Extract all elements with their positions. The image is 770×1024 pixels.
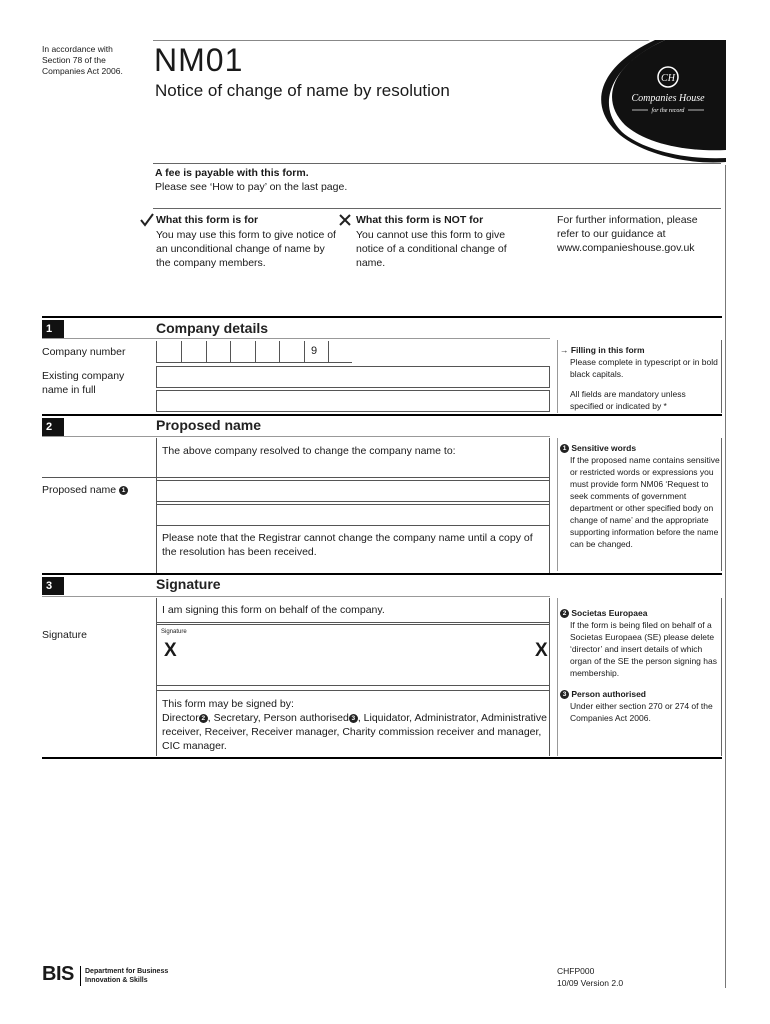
not-for-text: You cannot use this form to give notice of a conditional change of name.	[356, 229, 507, 269]
proposed-name-field-2[interactable]	[156, 504, 550, 526]
what-for-title: What this form is for	[156, 214, 259, 226]
person-authorised-text: Under either section 270 or 274 of the Companies Act 2006.	[570, 701, 713, 723]
company-number-digit-7: 9	[311, 345, 318, 357]
signed-by-list: Director 2 , Secretary, Person authorised 3 , Liquidator, Administrator, Administrative receiver, Receiver, Receiver manager, Charity commission receiver and manager, CIC manager.	[162, 712, 547, 752]
logo-tagline: for the record	[651, 108, 685, 114]
form-code: NM01	[154, 42, 244, 78]
sign-mark-right: X	[535, 640, 548, 661]
company-number-field[interactable]	[156, 341, 352, 363]
not-for-title: What this form is NOT for	[356, 214, 484, 226]
note-3-icon: 3	[349, 714, 358, 723]
person-authorised-title: 3 Person authorised	[560, 688, 646, 700]
signature-caption: Signature	[161, 629, 187, 635]
section1-sub-rule	[42, 338, 550, 339]
section3-title: Signature	[156, 576, 221, 592]
form-code-footer: CHFP000	[557, 966, 595, 976]
societas-title: 2 Societas Europaea	[560, 607, 647, 619]
section3-rule	[42, 573, 722, 575]
section2-divider	[42, 477, 550, 478]
registrar-note: Please note that the Registrar cannot change the company name until a copy of the resolution has been received.	[162, 532, 533, 558]
companies-house-logo	[560, 40, 726, 165]
section3-sub-rule	[42, 596, 550, 597]
section3-divider	[156, 622, 550, 623]
section2-rule	[42, 414, 722, 416]
right-rule	[725, 40, 726, 988]
bis-divider	[80, 966, 81, 986]
section1-help-text: Please complete in typescript or in bold black capitals.	[570, 357, 718, 379]
form-title: Notice of change of name by resolution	[155, 81, 450, 100]
sensitive-words-text: If the proposed name contains sensitive or restricted words or expressions you must provide form NM06 ‘Request to seek comments of government department or other specified body on change of name’ and the appropriate supporting information before the name can be changed.	[570, 455, 720, 549]
section1-rule	[42, 316, 722, 318]
note-2-help-icon: 2	[560, 609, 569, 618]
proposed-name-label: Proposed name 1	[42, 483, 128, 497]
existing-name-field-1[interactable]	[156, 366, 550, 388]
section1-help-text2: All fields are mandatory unless specified or indicated by *	[570, 389, 686, 411]
form-version: 10/09 Version 2.0	[557, 978, 624, 988]
section3-number: 3	[42, 577, 64, 595]
section3-end-rule	[42, 757, 722, 759]
section1-help-title: → Filling in this form	[560, 345, 645, 355]
note-1-icon: 1	[119, 486, 128, 495]
what-for-text: You may use this form to give notice of an unconditional change of name by the company members.	[156, 229, 336, 269]
fee-rule	[153, 163, 721, 164]
logo-name: Companies House	[631, 93, 705, 104]
section1-title: Company details	[156, 320, 269, 336]
company-number-label: Company number	[42, 346, 126, 358]
logo-monogram: CH	[661, 73, 675, 84]
check-icon	[140, 213, 154, 227]
fee-text: Please see ‘How to pay’ on the last page.	[155, 181, 348, 193]
note-2-icon: 2	[199, 714, 208, 723]
section3-divider-2	[156, 690, 550, 691]
section2-number: 2	[42, 418, 64, 436]
note-3-help-icon: 3	[560, 690, 569, 699]
signed-by-title: This form may be signed by:	[162, 698, 294, 710]
fee-title: A fee is payable with this form.	[155, 167, 309, 179]
proposed-name-field-1[interactable]	[156, 480, 550, 502]
sensitive-words-title: 1 Sensitive words	[560, 442, 636, 454]
further-info: For further information, please refer to our guidance at www.companieshouse.gov.uk	[557, 214, 698, 254]
existing-name-field-2[interactable]	[156, 390, 550, 412]
signature-label: Signature	[42, 629, 87, 641]
signature-field[interactable]	[156, 624, 550, 686]
cross-icon	[339, 214, 351, 226]
section3-intro: I am signing this form on behalf of the company.	[162, 604, 385, 616]
dept-name: Department for Business Innovation & Skills	[85, 968, 169, 984]
bis-logo: BIS	[42, 963, 74, 985]
legal-basis: In accordance with Section 78 of the Companies Act 2006.	[42, 44, 123, 76]
societas-text: If the form is being filed on behalf of a Societas Europaea (SE) please delete ‘director’ and insert details of which organ of the SE the person signing has membership.	[570, 620, 717, 678]
sign-mark-left: X	[164, 640, 177, 661]
section2-title: Proposed name	[156, 417, 262, 433]
existing-name-label: Existing company name in full	[42, 370, 125, 396]
section2-sub-rule	[42, 436, 550, 437]
info-rule	[153, 208, 721, 209]
section2-intro: The above company resolved to change the company name to:	[162, 445, 456, 457]
note-1-help-icon: 1	[560, 444, 569, 453]
section1-number: 1	[42, 320, 64, 338]
